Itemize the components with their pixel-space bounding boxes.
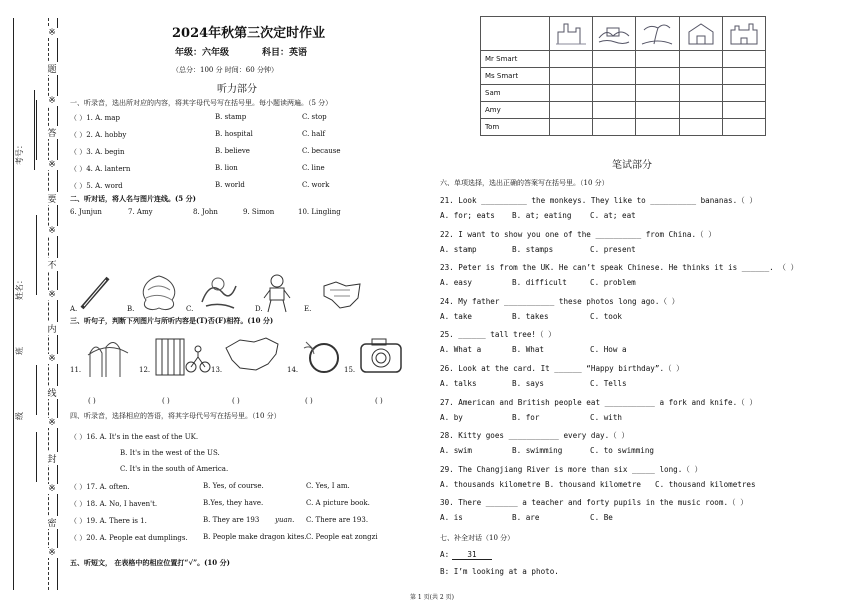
grade-info: 年级：六年级 <box>175 48 230 58</box>
option-c: C. Tells <box>590 379 627 388</box>
dialog-blank-31: 31 <box>452 550 492 560</box>
option-a: A. swim <box>440 446 473 456</box>
option-text: （ ）4. A. lantern <box>70 165 131 173</box>
section3-title: 三、听句子，判断下列图片与所听内容是(T)否(F)相符。(10 分) <box>70 316 274 325</box>
castle-icon <box>727 20 761 46</box>
option-b: B. What <box>512 345 545 355</box>
option-c: C. took <box>590 311 623 321</box>
pic-b-tree-icon <box>136 272 182 314</box>
margin-mark: ※ <box>46 354 58 364</box>
margin-outer-line <box>13 18 14 590</box>
question-text: 29. The Changjiang River is more than six _____ long.（ ） <box>440 464 703 474</box>
answer-bracket: ( ) <box>232 397 240 405</box>
exam-no-label: 考号： <box>15 141 24 165</box>
answer-bracket: ( ) <box>375 397 383 405</box>
option-b: B. for <box>512 412 540 422</box>
option-c: C. with <box>590 412 623 422</box>
margin-mark: 线 <box>46 386 58 399</box>
picture-letter: E. <box>304 305 312 313</box>
option-a: A. take <box>440 311 473 321</box>
margin-mark: ※ <box>46 548 58 558</box>
question-text: 27. American and British people eat ___________ a fork and knife.（ ） <box>440 397 757 407</box>
option-text: C. People eat zongzi <box>306 533 378 541</box>
question-text: 30. There _______ a teacher and forty pupils in the music room.（ ） <box>440 498 748 508</box>
option-text: （ ）3. A. begin <box>70 148 125 156</box>
table-row-name: Amy <box>481 102 550 119</box>
margin-mark: 封 <box>46 452 58 465</box>
option-a: A. is <box>440 513 463 523</box>
picture-number: 14. <box>287 366 299 374</box>
building-icon <box>554 20 588 46</box>
question-text: 28. Kitty goes ___________ every day.（ ） <box>440 431 629 441</box>
margin-mark: 密 <box>46 516 58 529</box>
option-a: A. stamp <box>440 244 477 254</box>
margin-mark: ※ <box>46 28 58 38</box>
pic-14-china-map-icon <box>222 334 284 374</box>
house-icon <box>684 20 718 46</box>
pic-e-map-icon <box>320 278 364 312</box>
option-a: A. talks <box>440 379 477 388</box>
question-text: 26. Look at the card. It ______ “Happy birthday”.（ ） <box>440 364 684 373</box>
option-text: C. because <box>302 147 341 155</box>
option-text: B. Yes, of course. <box>203 482 264 490</box>
option-text: C. stop <box>302 113 327 121</box>
margin-mark: 题 <box>46 62 58 75</box>
option-text: （ ）2. A. hobby <box>70 131 127 139</box>
option-b: B. takes <box>512 311 549 321</box>
q16-line-b: B. It's in the west of the US. <box>120 449 220 457</box>
margin-mark: ※ <box>46 484 58 494</box>
option-c: C. to swimming <box>590 446 655 456</box>
yuan-text: yuan. <box>275 516 295 524</box>
written-heading: 笔试部分 <box>612 160 652 171</box>
option-text: （ ）20. A. People eat dumplings. <box>70 534 188 542</box>
page-title: 2024年秋第三次定时作业 <box>172 26 326 41</box>
dialog-a-label: A: <box>440 550 450 559</box>
option-b: B. difficult <box>512 278 567 288</box>
option-a: A. by <box>440 412 463 422</box>
option-b: B. says <box>512 379 545 388</box>
option-text: B. believe <box>215 147 250 155</box>
pic-a-pencil-icon <box>80 272 110 312</box>
option-text: B. lion <box>215 164 238 172</box>
picture-letter: D. <box>255 305 263 313</box>
pic-15-camera-icon <box>358 334 404 376</box>
option-text: C. There are 193. <box>306 516 369 524</box>
subject-info: 科目：英语 <box>262 48 308 58</box>
option-c: C. problem <box>590 278 636 288</box>
section5-title: 五、听短文， 在表格中的相应位置打“√”。(10 分) <box>70 558 230 567</box>
pic-c-dragon-icon <box>196 272 240 314</box>
margin-mark: ※ <box>46 290 58 300</box>
option-text: C. line <box>302 164 325 172</box>
person-name: 9. Simon <box>243 208 275 216</box>
margin-mark: ※ <box>46 226 58 236</box>
option-a: A. for; eats <box>440 211 495 220</box>
option-b: B. at; eating <box>512 211 572 220</box>
option-text: （ ）18. A. No, I haven't. <box>70 500 158 508</box>
option-c: C. present <box>590 244 636 254</box>
grade-label: 级 <box>15 412 24 420</box>
margin-mark: ※ <box>46 418 58 428</box>
margin-mark: ※ <box>46 160 58 170</box>
option-a: A. What a <box>440 345 482 355</box>
table-row-name: Mr Smart <box>481 51 550 68</box>
option-text: （ ）5. A. word <box>70 182 123 190</box>
answer-bracket: ( ) <box>162 397 170 405</box>
margin-mark: 要 <box>46 192 58 205</box>
option-a: A. thousands kilometre <box>440 479 541 489</box>
option-text: B.Yes, they have. <box>203 499 264 507</box>
section1-title: 一、听录音，选出所对应的内容，将其字母代号写在括号里。每小题读两遍。（5 分） <box>70 99 333 107</box>
question-text: 25. ______ tall tree!（ ） <box>440 330 556 340</box>
pic-11-people-icon <box>84 335 132 379</box>
option-a: A. easy <box>440 278 473 288</box>
picture-letter: B. <box>127 305 135 313</box>
q16-line-a: （ ）16. A. It's in the east of the UK. <box>70 433 199 441</box>
option-text: C. Yes, I am. <box>306 482 350 490</box>
exam-no-line <box>36 100 37 160</box>
seaside-town-icon <box>597 20 631 46</box>
pic-d-boy-icon <box>262 272 292 314</box>
option-text: （ ）17. A. often. <box>70 483 130 491</box>
option-c: C. Be <box>590 513 613 523</box>
table-row-name: Ms Smart <box>481 68 550 85</box>
question-text: 21. Look __________ the monkeys. They like to __________ bananas.（ ） <box>440 196 757 205</box>
option-text: B. People make dragon kites. <box>203 533 307 541</box>
table-row-name: Tom <box>481 119 550 136</box>
option-b: B. thousand kilometre <box>545 479 642 489</box>
score-time: （总分：100 分 时间：60 分钟） <box>172 66 278 74</box>
person-name: 6. Junjun <box>70 208 102 216</box>
margin-mark: ※ <box>46 96 58 106</box>
picture-number: 13. <box>211 366 223 374</box>
option-b: B. are <box>512 513 540 523</box>
picture-letter: C. <box>186 305 194 313</box>
option-text: （ ）19. A. There is 1. <box>70 517 147 525</box>
listening-heading: 听力部分 <box>217 84 257 95</box>
option-text: B. world <box>215 181 245 189</box>
person-name: 7. Amy <box>128 208 153 216</box>
name-line <box>36 215 37 295</box>
option-b: B. stamps <box>512 244 554 254</box>
option-b: B. swimming <box>512 446 563 456</box>
option-text: （ ）1. A. map <box>70 114 120 122</box>
section2-title: 二、听对话，将人名与图片连线。(5 分) <box>70 194 196 203</box>
option-text: B. They are 193 <box>203 516 260 524</box>
option-c: C. thousand kilometres <box>655 479 756 489</box>
option-text: C. work <box>302 181 330 189</box>
margin-mark: 内 <box>46 322 58 335</box>
table-row-name: Sam <box>481 85 550 102</box>
beach-palm-icon <box>640 20 674 46</box>
picture-letter: A. <box>70 305 78 313</box>
pic-13-bike-icon <box>185 344 211 374</box>
picture-number: 15. <box>344 366 356 374</box>
margin-mark: 答 <box>46 126 58 139</box>
option-c: C. at; eat <box>590 211 636 220</box>
class-label: 班 <box>15 347 24 355</box>
question-text: 24. My father ___________ these photos long ago.（ ） <box>440 296 680 306</box>
name-label: 姓名： <box>15 276 24 300</box>
question-text: 23. Peter is from the UK. He can’t speak Chinese. He thinks it is ______. （ ） <box>440 263 799 273</box>
section5-table <box>480 16 766 136</box>
person-name: 10. Lingling <box>298 208 341 216</box>
question-text: 22. I want to show you one of the __________ from China.（ ） <box>440 229 716 239</box>
option-text: B. stamp <box>215 113 247 121</box>
option-text: B. hospital <box>215 130 253 138</box>
option-text: C. A picture book. <box>306 499 370 507</box>
pic-12-gate-icon <box>152 335 188 377</box>
q16-line-c: C. It's in the south of America. <box>120 465 229 473</box>
section4-title: 四、听录音，选择相应的答语，将其字母代号写在括号里。（10 分） <box>70 412 281 420</box>
section6-title: 六、单项选择，选出正确的答案写在括号里。（10 分） <box>440 179 609 187</box>
option-c: C. How a <box>590 345 627 355</box>
section7-title: 七、补全对话（10 分） <box>440 534 515 542</box>
picture-number: 12. <box>139 366 151 374</box>
answer-bracket: ( ) <box>88 397 96 405</box>
class-line <box>36 365 37 415</box>
option-text: C. half <box>302 130 326 138</box>
pic-14b-glass-icon <box>300 334 344 378</box>
picture-number: 11. <box>70 366 82 374</box>
dialog-b-line: B: I’m looking at a photo. <box>440 567 559 576</box>
margin-mark: 不 <box>46 258 58 271</box>
person-name: 8. John <box>193 208 218 216</box>
answer-bracket: ( ) <box>305 397 313 405</box>
page-footer: 第 1 页(共 2 页) <box>410 594 454 601</box>
grade-line <box>36 432 37 482</box>
